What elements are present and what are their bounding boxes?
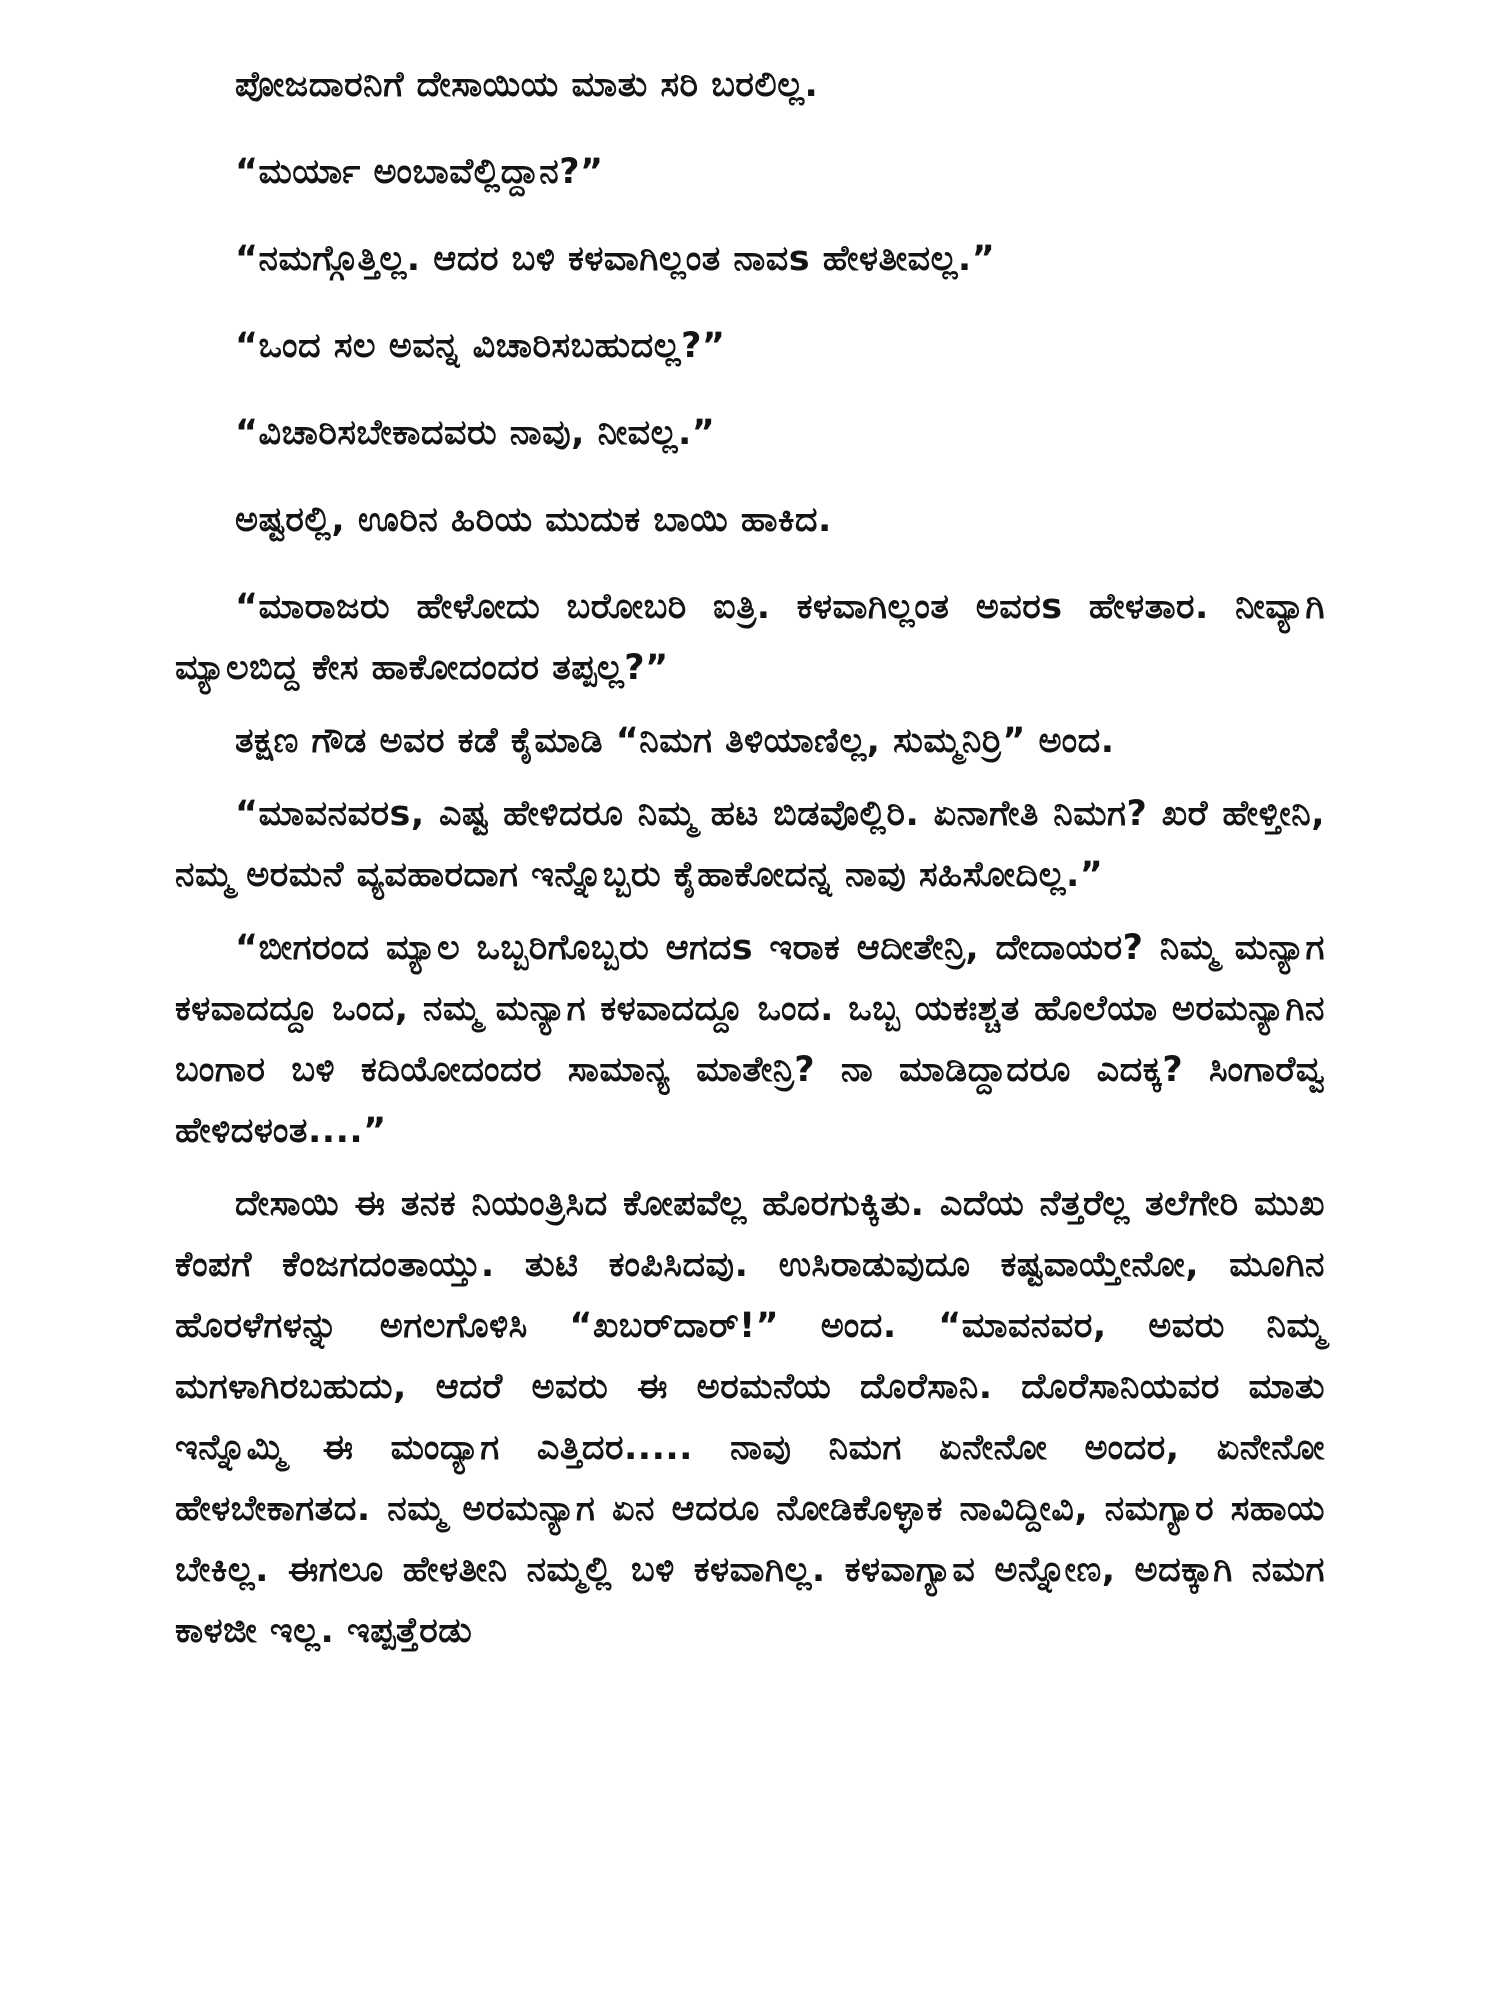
paragraph: “ಬೀಗರಂದ ಮ್ಯಾಲ ಒಬ್ಬರಿಗೊಬ್ಬರು ಆಗದs ಇರಾಕ ಆದೀತೇನ್ರಿ, ದೇದಾಯರ? ನಿಮ್ಮ ಮನ್ಯಾಗ ಕಳವಾದದ್ದೂ ಒಂದ, ನಮ್ಮ ಮನ್ಯಾಗ ಕಳವಾದದ್ದೂ ಒಂದ. ಒಬ್ಬ ಯಕಃಶ್ಚತ ಹೊಲೆಯಾ ಅರಮನ್ಯಾಗಿನ ಬಂಗಾರ ಬಳಿ ಕದಿಯೋದಂದರ ಸಾಮಾನ್ಯ ಮಾತೇನ್ರಿ? ನಾ ಮಾಡಿದ್ದಾದರೂ ಎದಕ್ಕ? ಸಿಂಗಾರೆವ್ವ ಹೇಳಿದಳಂತ....”	[175, 928, 1325, 1151]
paragraph: ಅಷ್ಟರಲ್ಲಿ, ಊರಿನ ಹಿರಿಯ ಮುದುಕ ಬಾಯಿ ಹಾಕಿದ.	[235, 500, 832, 540]
paragraph: “ನಮಗ್ಗೊತ್ತಿಲ್ಲ. ಆದರ ಬಳಿ ಕಳವಾಗಿಲ್ಲಂತ ನಾವs ಹೇಳತೀವಲ್ಲ.”	[235, 239, 996, 279]
paragraph: ಪೋಜದಾರನಿಗೆ ದೇಸಾಯಿಯ ಮಾತು ಸರಿ ಬರಲಿಲ್ಲ.	[235, 65, 819, 105]
paragraph: ದೇಸಾಯಿ ಈ ತನಕ ನಿಯಂತ್ರಿಸಿದ ಕೋಪವೆಲ್ಲ ಹೊರಗುಕ್ಕಿತು. ಎದೆಯ ನೆತ್ತರೆಲ್ಲ ತಲೆಗೇರಿ ಮುಖ ಕೆಂಪಗೆ ಕೆಂಜಗದಂತಾಯ್ತು. ತುಟಿ ಕಂಪಿಸಿದವು. ಉಸಿರಾಡುವುದೂ ಕಷ್ಟವಾಯ್ತೇನೋ, ಮೂಗಿನ ಹೊರಳೆಗಳನ್ನು ಅಗಲಗೊಳಿಸಿ “ಖಬರ್‌ದಾರ್!” ಅಂದ. “ಮಾವನವರ, ಅವರು ನಿಮ್ಮ ಮಗಳಾಗಿರಬಹುದು, ಆದರೆ ಅವರು ಈ ಅರಮನೆಯ ದೊರೆಸಾನಿ. ದೊರೆಸಾನಿಯವರ ಮಾತು ಇನ್ನೊಮ್ಮಿ ಈ ಮಂದ್ಯಾಗ ಎತ್ತಿದರ..... ನಾವು ನಿಮಗ ಏನೇನೋ ಅಂದರ, ಏನೇನೋ ಹೇಳಬೇಕಾಗತದ. ನಮ್ಮ ಅರಮನ್ಯಾಗ ಏನ ಆದರೂ ನೋಡಿಕೊಳ್ಳಾಕ ನಾವಿದ್ದೀವಿ, ನಮಗ್ಯಾರ ಸಹಾಯ ಬೇಕಿಲ್ಲ. ಈಗಲೂ ಹೇಳತೀನಿ ನಮ್ಮಲ್ಲಿ ಬಳಿ ಕಳವಾಗಿಲ್ಲ. ಕಳವಾಗ್ಯಾವ ಅನ್ನೋಣ, ಅದಕ್ಕಾಗಿ ನಮಗ ಕಾಳಜೀ ಇಲ್ಲ. ಇಪ್ಪತ್ತೆರಡು	[175, 1184, 1325, 1651]
paragraph: ತಕ್ಷಣ ಗೌಡ ಅವರ ಕಡೆ ಕೈಮಾಡಿ “ನಿಮಗ ತಿಳಿಯಾಣಿಲ್ಲ, ಸುಮ್ಮನಿರ್ರಿ” ಅಂದ.	[235, 721, 1115, 761]
page-text	[175, 55, 1325, 1674]
paragraph: “ಮಾರಾಜರು ಹೇಳೋದು ಬರೋಬರಿ ಐತ್ರಿ. ಕಳವಾಗಿಲ್ಲಂತ ಅವರs ಹೇಳತಾರ. ನೀವ್ಯಾಗಿ ಮ್ಯಾಲಬಿದ್ದ ಕೇಸ ಹಾಕೋದಂದರ ತಪ್ಪಲ್ಲ?”	[175, 587, 1325, 688]
paragraph: “ಮಾವನವರs, ಎಷ್ಟ ಹೇಳಿದರೂ ನಿಮ್ಮ ಹಟ ಬಿಡವೊಲ್ಲಿರಿ. ಏನಾಗೇತಿ ನಿಮಗ? ಖರೆ ಹೇಳ್ತೀನಿ, ನಮ್ಮ ಅರಮನೆ ವ್ಯವಹಾರದಾಗ ಇನ್ನೊಬ್ಬರು ಕೈಹಾಕೋದನ್ನ ನಾವು ಸಹಿಸೋದಿಲ್ಲ.”	[175, 794, 1325, 895]
paragraph: “ಮರ್ಯಾ ಅಂಬಾವೆಲ್ಲಿದ್ದಾನ?”	[235, 152, 604, 192]
paragraph: “ಒಂದ ಸಲ ಅವನ್ನ ವಿಚಾರಿಸಬಹುದಲ್ಲ?”	[235, 326, 726, 366]
paragraph: “ವಿಚಾರಿಸಬೇಕಾದವರು ನಾವು, ನೀವಲ್ಲ.”	[235, 413, 716, 453]
